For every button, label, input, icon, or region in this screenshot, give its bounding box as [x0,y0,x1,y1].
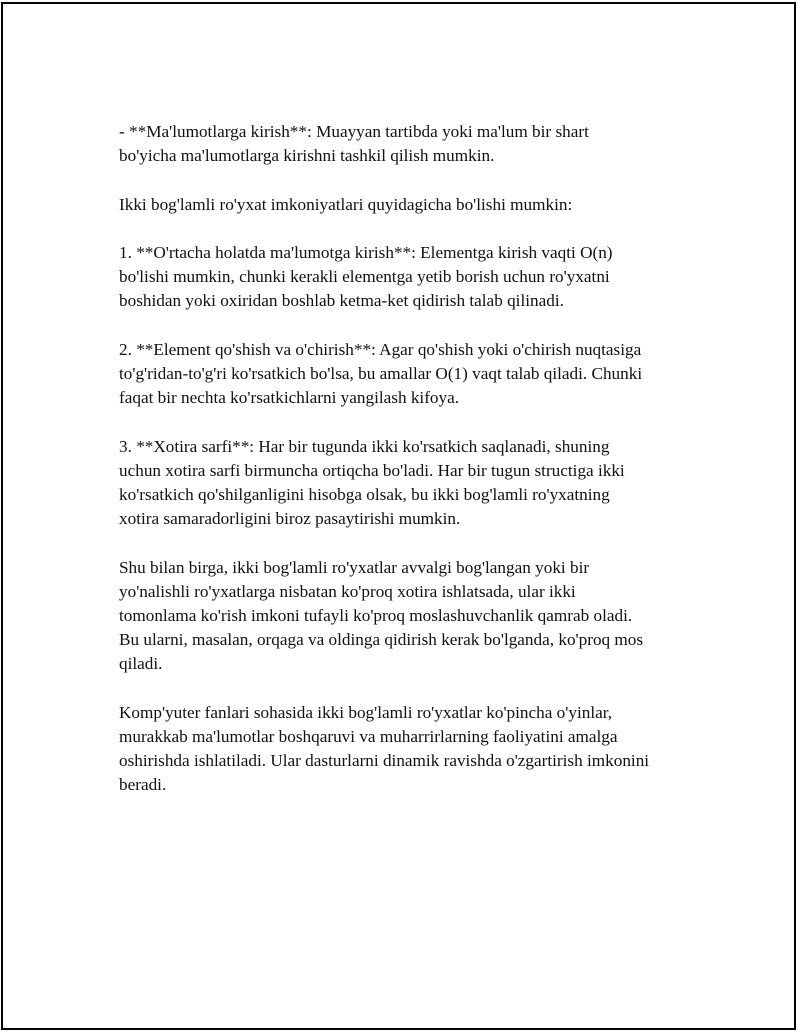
text-line: murakkab ma'lumotlar boshqaruvi va muharrirlarning faoliyatini amalga [119,726,618,746]
text-line: tomonlama ko'rish imkoni tufayli ko'proq moslashuvchanlik qamrab oladi. [119,605,633,625]
text-line: boshidan yoki oxiridan boshlab ketma-ket qidirish talab qilinadi. [119,291,564,311]
text-line: Komp'yuter fanlari sohasida ikki bog'lamli ro'yxatlar ko'pincha o'yinlar, [119,702,613,722]
text-line: yo'nalishli ro'yxatlarga nisbatan ko'proq xotira ishlatsada, ular ikki [119,581,576,601]
text-line: 3. **Xotira sarfi**: Har bir tugunda ikki ko'rsatkich saqlanadi, shuning [119,436,610,456]
paragraph-summary [119,556,699,677]
paragraph-data-access [119,120,699,168]
paragraph-applications [119,701,699,798]
paragraph-item-3 [119,435,699,532]
document-body [119,120,699,822]
text-line: to'g'ridan-to'g'ri ko'rsatkich bo'lsa, bu amallar O(1) vaqt talab qiladi. Chunki [119,363,643,383]
text-line: 2. **Element qo'shish va o'chirish**: Agar qo'shish yoki o'chirish nuqtasiga [119,339,642,359]
paragraph-item-2 [119,338,699,411]
text-line: oshirishda ishlatiladi. Ular dasturlarni dinamik ravishda o'zgartirish imkonini [119,751,650,771]
text-line: bo'lishi mumkin, chunki kerakli elementga yetib borish uchun ro'yxatni [119,267,610,287]
text-line: qiladi. [119,654,163,674]
text-line: uchun xotira sarfi birmuncha ortiqcha bo'ladi. Har bir tugun structiga ikki [119,460,625,480]
text-line: - **Ma'lumotlarga kirish**: Muayyan tartibda yoki ma'lum bir shart [119,122,589,141]
text-line: Bu ularni, masalan, orqaga va oldinga qidirish kerak bo'lganda, ko'proq mos [119,630,644,650]
text-line: 1. **O'rtacha holatda ma'lumotga kirish**: Elementga kirish vaqti O(n) [119,242,613,262]
document-page [1,2,796,1030]
text-line: beradi. [119,775,167,795]
text-line: Ikki bog'lamli ro'yxat imkoniyatlari quyidagicha bo'lishi mumkin: [119,194,573,214]
text-line: bo'yicha ma'lumotlarga kirishni tashkil qilish mumkin. [119,146,495,166]
text-line: ko'rsatkich qo'shilganligini hisobga olsak, bu ikki bog'lamli ro'yxatning [119,484,610,504]
text-line: Shu bilan birga, ikki bog'lamli ro'yxatlar avvalgi bog'langan yoki bir [119,557,590,577]
paragraph-item-1 [119,241,699,314]
text-line: xotira samaradorligini biroz pasaytirishi mumkin. [119,509,461,529]
text-line: faqat bir nechta ko'rsatkichlarni yangilash kifoya. [119,388,460,408]
paragraph-capabilities-intro [119,193,699,217]
